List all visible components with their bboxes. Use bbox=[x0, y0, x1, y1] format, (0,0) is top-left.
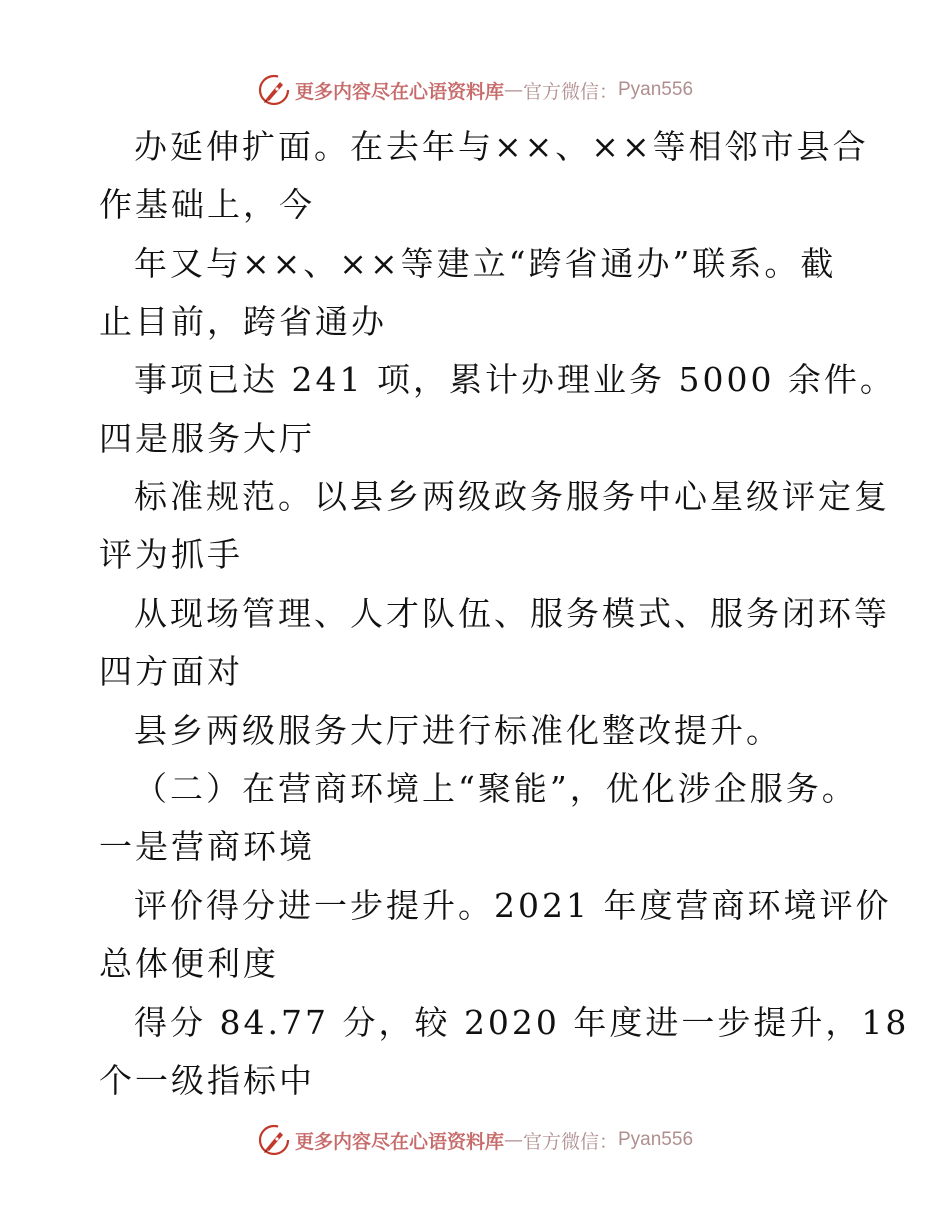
text-line: 四是服务大厅 bbox=[99, 419, 315, 458]
watermark-dash: — bbox=[503, 79, 523, 101]
text-line: 办延伸扩面。在去年与××、××等相邻市县合 bbox=[134, 127, 869, 166]
watermark-sub-text: 官方微信： bbox=[522, 1130, 618, 1153]
text-line: 止目前，跨省通办 bbox=[99, 302, 387, 341]
footer-watermark bbox=[0, 1120, 950, 1160]
watermark-dash: — bbox=[503, 1129, 523, 1151]
section-heading-line: （二）在营商环境上“聚能”，优化涉企服务。 bbox=[134, 769, 858, 808]
text-line: 评为抓手 bbox=[99, 535, 243, 574]
text-line: 个一级指标中 bbox=[99, 1061, 315, 1100]
text-line: 评价得分进一步提升。2021 年度营商环境评价 bbox=[134, 886, 892, 925]
text-line: 一是营商环境 bbox=[99, 827, 315, 866]
text-line: 四方面对 bbox=[99, 652, 243, 691]
watermark-main-text: 更多内容尽在心语资料库 bbox=[294, 80, 504, 103]
text-line: 从现场管理、人才队伍、服务模式、服务闭环等 bbox=[134, 594, 890, 633]
text-line: 事项已达 241 项，累计办理业务 5000 余件。 bbox=[134, 360, 896, 399]
text-line: 标准规范。以县乡两级政务服务中心星级评定复 bbox=[134, 477, 890, 516]
watermark-main-text: 更多内容尽在心语资料库 bbox=[294, 1130, 504, 1153]
watermark-wechat-id: Pyan556 bbox=[618, 1129, 694, 1150]
text-line: 年又与××、××等建立“跨省通办”联系。截 bbox=[134, 244, 837, 283]
quill-pen-logo-icon bbox=[257, 1123, 291, 1157]
text-line: 作基础上，今 bbox=[99, 185, 315, 224]
watermark-sub-text: 官方微信： bbox=[522, 80, 618, 103]
watermark-wechat-id: Pyan556 bbox=[618, 79, 694, 100]
text-line: 得分 84.77 分，较 2020 年度进一步提升，18 bbox=[134, 1003, 910, 1042]
text-line: 县乡两级服务大厅进行标准化整改提升。 bbox=[134, 711, 782, 750]
text-line: 总体便利度 bbox=[99, 944, 279, 983]
